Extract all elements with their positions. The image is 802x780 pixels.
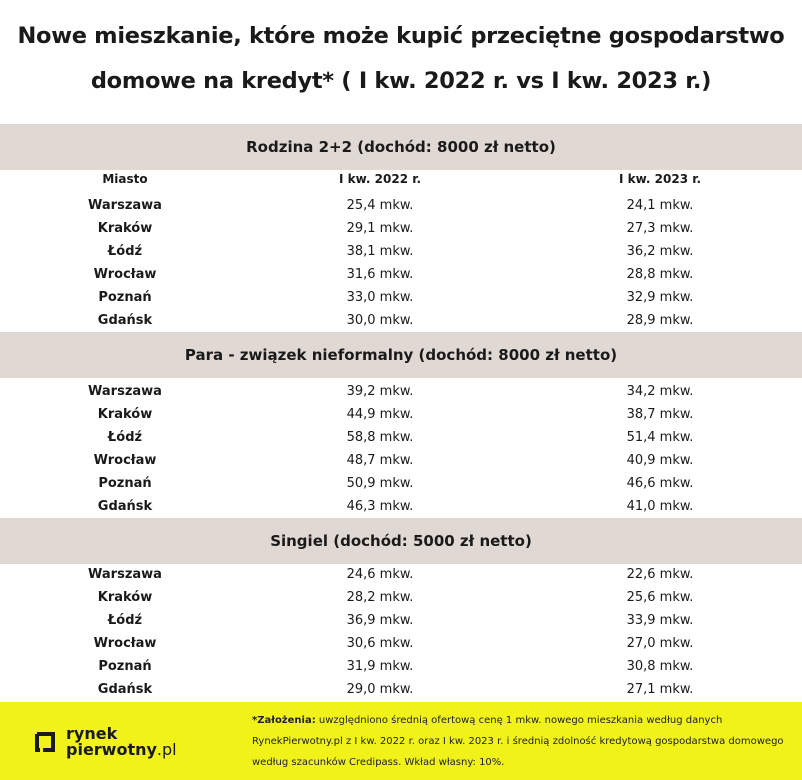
title-line-1: Nowe mieszkanie, które może kupić przeciętne gospodarstwo xyxy=(17,23,785,49)
table-row xyxy=(0,678,802,701)
value-cell-y2022: 25,4 mkw. xyxy=(346,198,414,213)
value-cell-y2022: 29,0 mkw. xyxy=(346,682,414,697)
table-row xyxy=(0,263,802,286)
note-label: *Założenia: xyxy=(252,715,316,726)
city-cell: Poznań xyxy=(98,290,152,305)
value-cell-y2022: 50,9 mkw. xyxy=(346,476,414,491)
city-cell: Wrocław xyxy=(93,267,157,282)
table-row xyxy=(0,240,802,263)
rynekpierwotny-logo-icon xyxy=(34,731,56,753)
value-cell-y2023: 38,7 mkw. xyxy=(626,407,694,422)
note-text: uwzględniono średnią ofertową cenę 1 mkw. nowego mieszkania według danych RynekPierwotny.pl z I kw. 2022 r. oraz I kw. 2023 r. i średnią zdolność kredytową gospodarstwa domowego według szacunków Credipass. Wkład własny: 10%. xyxy=(252,715,784,768)
logo-line-2: pierwotny xyxy=(66,740,157,759)
value-cell-y2023: 32,9 mkw. xyxy=(626,290,694,305)
value-cell-y2022: 46,3 mkw. xyxy=(346,499,414,514)
assumptions-note xyxy=(252,710,792,773)
city-cell: Kraków xyxy=(97,590,153,605)
value-cell-y2022: 29,1 mkw. xyxy=(346,221,414,236)
column-header-y2022: I kw. 2022 r. xyxy=(338,172,422,186)
column-header-city: Miasto xyxy=(102,172,148,186)
table-row xyxy=(0,217,802,240)
section-heading: Singiel (dochód: 5000 zł netto) xyxy=(0,518,802,564)
value-cell-y2022: 38,1 mkw. xyxy=(346,244,414,259)
city-cell: Kraków xyxy=(97,407,153,422)
value-cell-y2023: 33,9 mkw. xyxy=(626,613,694,628)
table-row xyxy=(0,586,802,609)
table-row xyxy=(0,309,802,332)
value-cell-y2023: 27,0 mkw. xyxy=(626,636,694,651)
value-cell-y2023: 25,6 mkw. xyxy=(626,590,694,605)
table-row xyxy=(0,286,802,309)
city-cell: Kraków xyxy=(97,221,153,236)
brand-logo xyxy=(34,722,177,762)
table-row xyxy=(0,495,802,518)
value-cell-y2022: 39,2 mkw. xyxy=(346,384,414,399)
table-row xyxy=(0,194,802,217)
table-row xyxy=(0,563,802,586)
city-cell: Warszawa xyxy=(88,567,162,582)
value-cell-y2022: 48,7 mkw. xyxy=(346,453,414,468)
logo-line-1: rynek xyxy=(66,724,118,743)
value-cell-y2022: 31,6 mkw. xyxy=(346,267,414,282)
table-row xyxy=(0,426,802,449)
value-cell-y2023: 40,9 mkw. xyxy=(626,453,694,468)
value-cell-y2022: 36,9 mkw. xyxy=(346,613,414,628)
value-cell-y2023: 27,1 mkw. xyxy=(626,682,694,697)
value-cell-y2023: 34,2 mkw. xyxy=(626,384,694,399)
value-cell-y2023: 46,6 mkw. xyxy=(626,476,694,491)
city-cell: Poznań xyxy=(98,476,152,491)
table-row xyxy=(0,449,802,472)
value-cell-y2022: 30,0 mkw. xyxy=(346,313,414,328)
value-cell-y2023: 41,0 mkw. xyxy=(626,499,694,514)
value-cell-y2023: 51,4 mkw. xyxy=(626,430,694,445)
value-cell-y2023: 36,2 mkw. xyxy=(626,244,694,259)
section-heading: Para - związek nieformalny (dochód: 8000 zł netto) xyxy=(0,332,802,378)
value-cell-y2022: 28,2 mkw. xyxy=(346,590,414,605)
value-cell-y2022: 31,9 mkw. xyxy=(346,659,414,674)
value-cell-y2023: 27,3 mkw. xyxy=(626,221,694,236)
table-row xyxy=(0,655,802,678)
footer xyxy=(0,702,802,780)
value-cell-y2022: 44,9 mkw. xyxy=(346,407,414,422)
value-cell-y2022: 24,6 mkw. xyxy=(346,567,414,582)
chart-title xyxy=(0,14,802,104)
title-line-2: domowe na kredyt* ( I kw. 2022 r. vs I kw. 2023 r.) xyxy=(90,68,712,94)
city-cell: Gdańsk xyxy=(97,682,153,697)
city-cell: Wrocław xyxy=(93,453,157,468)
table-row xyxy=(0,403,802,426)
value-cell-y2023: 22,6 mkw. xyxy=(626,567,694,582)
value-cell-y2023: 30,8 mkw. xyxy=(626,659,694,674)
table-row xyxy=(0,632,802,655)
value-cell-y2023: 28,9 mkw. xyxy=(626,313,694,328)
city-cell: Łódź xyxy=(107,613,143,628)
value-cell-y2022: 30,6 mkw. xyxy=(346,636,414,651)
city-cell: Warszawa xyxy=(88,198,162,213)
section-heading: Rodzina 2+2 (dochód: 8000 zł netto) xyxy=(0,124,802,170)
city-cell: Gdańsk xyxy=(97,499,153,514)
value-cell-y2023: 24,1 mkw. xyxy=(626,198,694,213)
value-cell-y2022: 33,0 mkw. xyxy=(346,290,414,305)
city-cell: Łódź xyxy=(107,430,143,445)
value-cell-y2023: 28,8 mkw. xyxy=(626,267,694,282)
value-cell-y2022: 58,8 mkw. xyxy=(346,430,414,445)
table-row xyxy=(0,609,802,632)
table-row xyxy=(0,380,802,403)
table-row xyxy=(0,472,802,495)
city-cell: Warszawa xyxy=(88,384,162,399)
city-cell: Poznań xyxy=(98,659,152,674)
city-cell: Wrocław xyxy=(93,636,157,651)
column-header-y2023: I kw. 2023 r. xyxy=(618,172,702,186)
city-cell: Łódź xyxy=(107,244,143,259)
logo-suffix: .pl xyxy=(156,740,177,759)
city-cell: Gdańsk xyxy=(97,313,153,328)
